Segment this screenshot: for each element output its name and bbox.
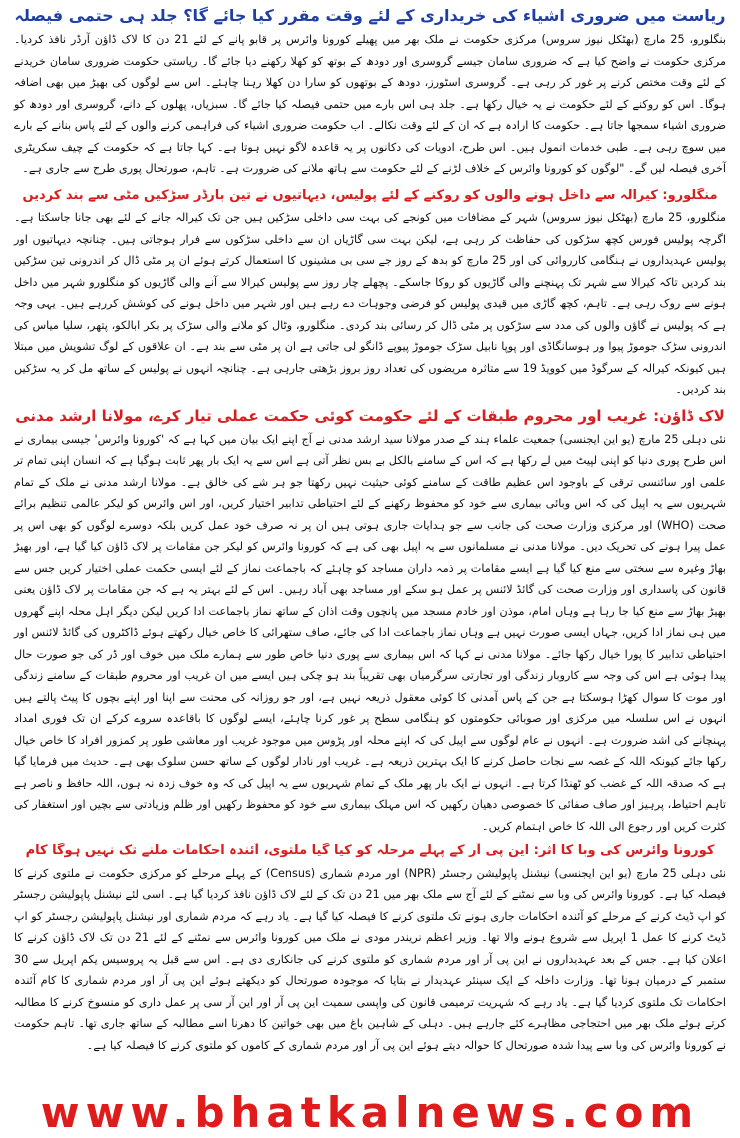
article-grocery-timings: [14, 6, 726, 180]
article-mangalore-borders: [14, 188, 726, 401]
site-watermark: www.bhatkalnews.com: [40, 1088, 700, 1137]
article-body: منگلورو، 25 مارچ (بھٹکل نیوز سروس) شہر کے مضافات میں کونجے کی بہت سی داخلی سڑکیں ہیں جن تک کیرالہ جانے کے لئے بھی جانا جاسکتا ہے۔ اگرچہ پولیس فورس کچھ سڑکوں کی حفاظت کر رہی ہے، لیکن بہت سی گاڑیاں ان سے داخلی سڑکوں سے فرار ہوجاتی ہیں۔ چنانچہ دیہاتیوں اور پولیس عہدیداروں نے ہنگامی کارروائی کی اور 25 مارچ کو بدھ کے روز جے سی بی مشینوں کا استعمال کرتے ہوئے ان پر مٹی ڈال کر اندرونی تین سڑکیں بند کردیں تاکہ کیرالا سے شہر تک پہنچنے والی گاڑیوں کو روکا جاسکے۔ پچھلے چار روز سے پولیس کیرالا سے آنے والی گاڑیوں کو منگلورو شہر میں داخل ہونے سے روک رہی ہے۔ تاہم، کچھ گاڑی میں قیدی پولیس کو فرضی وجوہات دے رہے ہیں اور شہر میں داخل ہونے کی کوشش کررہے ہیں۔ یہی وجہ ہے کہ پولیس نے گاؤں والوں کی مدد سے سڑکوں پر مٹی ڈال کر رسائی بند کردی۔ منگلورو، وٹال کو ملانے والی سڑک پر بکر ابالکو، پتھر، سلیا میاس کی اندرونی سڑک جوموڑ پیوا ور ہوسانگاڈی اور پوپا نابیل سڑک جوموڑ پیوپے ڈانگو لی جاتی ہے ان پر مٹی سے بند ہے۔ ان علاقوں کے لوگ تشویش میں مبتلا ہیں کیونکہ کیرالہ کے سرگوڈ میں کوویڈ 19 سے متاثرہ مریضوں کی تعداد روز بروز بڑھتی جارہی ہے۔ چنانچہ انہوں نے پولیس کے ساتھ مل کر یہ سڑکیں بند کردیں۔: [14, 211, 727, 397]
article-headline: ریاست میں ضروری اشیاء کی خریداری کے لئے وقت مقرر کیا جائے گا؟ جلد ہی حتمی فیصلہ: [14, 6, 726, 25]
article-body: نئی دہلی 25 مارچ (یو این ایجنسی) نیشنل پاپولیشن رجسٹر (NPR) اور مردم شماری (Census) کے پہلے مرحلے کو مرکزی حکومت نے ملتوی کرنے کا فیصلہ کیا ہے۔ کورونا وائرس کی وبا سے نمٹنے کے لئے آج سے ملک بھر میں 21 دن تک کے لئے لاک ڈاؤن نافذ کردیا گیا ہے۔ اسی لئے نیشنل پاپولیشن رجسٹر کو اپ ڈیٹ کرنے کے مرحلے کو آئندہ احکامات جاری ہونے تک ملتوی کرنے کا فیصلہ کیا گیا ہے۔ یاد رہے کہ مردم شماری اور نیشنل پاپولیشن رجسٹر کو اپ ڈیٹ کرنے کا عمل 1 اپریل سے شروع ہونے والا تھا۔ وزیر اعظم نریندر مودی نے ملک میں کورونا وائرس سے نمٹنے کے لئے 21 دن تک لاک ڈاؤن کرنے کا اعلان کیا ہے۔ جس کے بعد عہدیداروں نے این پی آر اور مردم شماری کو ملتوی کرنے کی جانکاری دی ہے۔ اس سے قبل یہ پروسیس یکم اپریل سے 30 ستمبر کے درمیان ہونا تھا۔ وزارت داخلہ کے ایک سینئر عہدیدار نے بتایا کہ موجودہ صورتحال کو دیکھتے ہوئے این پی آر اور مردم شماری کا کام آئندہ احکامات تک ملتوی کردیا گیا ہے۔ یاد رہے کہ شہریت ترمیمی قانون کی واپسی سمیت این پی آر اور این آر سی پر عمل داری کو منسوخ کرنے کا مطالبہ کرتے ہوئے ملک بھر میں احتجاجی مظاہرے کئے جارہے ہیں۔ دہلی کے شاہین باغ میں بھی خواتین کا دھرنا اسے مطالبہ کے ساتھ جاری تھا۔ تاہم حکومت نے کورونا وائرس کی وبا سے پیدا شدہ صورتحال کا حوالہ دیتے ہوئے این پی آر اور مردم شماری کے کاموں کو ملتوی کرنے کا فیصلہ کیا ہے۔: [14, 866, 726, 1052]
article-body: نئی دہلی 25 مارچ (یو این ایجنسی) جمعیت علماء ہند کے صدر مولانا سید ارشد مدنی نے آج اپنے ایک بیان میں کہا ہے کہ 'کورونا وائرس' جیسی بیماری نے اس طرح پوری دنیا کو اپنی لپیٹ میں لے رکھا ہے کہ اس کے سامنے بالکل بے بس نظر آتی ہے اس سے یہ ایک بار پھر ثابت ہوگیا ہے کہ انسان اپنی تمام تر علمی اور سائنسی ترقی کے باوجود اس عظیم طاقت کے سامنے کوئی حیثیت نہیں رکھتا جو ہر شے کی خالق ہے۔ مولانا ارشد مدنی نے ملک کے تمام شہریوں سے یہ اپیل کی کہ اس وبائی بیماری سے خود کو محفوظ رکھنے کے لئے احتیاطی تدابیر اختیار کریں، اور اس وائرس کو لیکر عالمی تنظیم برائے صحت (WHO) اور مرکزی وزارت صحت کی جانب سے جو ہدایات جاری ہوتی ہیں ان پر نہ صرف خود عمل کریں بلکہ دوسرے لوگوں کو بھی اس پر عمل پیرا ہونے کی تحریک دیں۔ مولانا مدنی نے مسلمانوں سے یہ اپیل بھی کی ہے کہ کورونا وائرس کو لیکر جن مقامات پر لاک ڈاؤن کیا گیا ہے، اور بھیڑ بھاڑ وغیرہ سے سختی سے منع کیا گیا ہے ایسے مقامات پر ذمہ داران مساجد کو چاہئے کہ باجماعت نماز کے لئے ایسی حکمت عملی اختیار کریں جس سے قانون کی پاسداری اور وزارت صحت کی گائڈ لائنس پر عمل ہو سکے اور مساجد بھی آباد رہیں۔ اس کے لئے بہتر یہ ہے کہ جن مقامات پر لاک ڈاؤن یعنی بھیڑ بھاڑ سے منع کیا جا رہا ہے وہاں امام، موذن اور خادم مسجد میں پانچوں وقت اذان کے ساتھ نماز باجماعت ادا کریں لیکن دیگر اہل محلہ اپنے گھروں میں ہی نماز ادا کریں، جہاں ایسی صورت نہیں ہے وہاں نماز باجماعت ادا کی جائے، صاف ستھرائی کا خاص خیال رکھتے ہوئے ڈاکٹروں کی گائڈ لائنس اور احتیاطی تدابیر کا پورا خیال رکھا جائے۔ مولانا مدنی نے کہا کہ اس بیماری سے پوری دنیا خاص طور سے ہمارے ملک میں خوف اور ڈر کی جو صورت حال پیدا ہوئی ہے اس کی وجہ سے کاروبار زندگی اور تجارتی سرگرمیاں بھی تقریباً بند ہو چکی ہیں ایسے میں ان غریب اور محروم طبقات کے سامنے زندگی اور موت کا سوال کھڑا ہوسکتا ہے جن کے پاس آمدنی کا کوئی معقول ذریعہ نہیں ہے، اور جو روزانہ کی محنت سے اپنا اور اپنے بچوں کا پیٹ پالتے ہیں انہوں نے اس سلسلہ میں مرکزی اور صوبائی حکومتوں کو ہنگامی سطح پر غور کرنا چاہئے، ایسے لوگوں کا باقاعدہ سروے کرکے ان تک فوری امداد پہنچانے کی اشد ضرورت ہے۔ انہوں نے عام لوگوں سے اپیل کی کہ اپنے محلہ اور پڑوس میں موجود غریب اور معاشی طور پر کمزور افراد کا خاص خیال رکھا جائے کیونکہ اللہ کے غصہ سے نجات حاصل کرنے کا ایک بہترین ذریعہ ہے۔ غریب اور نادار لوگوں کے ساتھ حسن سلوک بھی ہے۔ حدیث میں فرمایا گیا ہے کہ صدقہ اللہ کے غضب کو ٹھنڈا کرتا ہے۔ انہوں نے ایک بار پھر ملک کے تمام شہریوں سے یہ اپیل کی کہ وہ خوف زدہ نہ ہوں، اللہ حافظ و ناصر ہے تاہم احتیاط، پرہیز اور صاف صفائی کا خصوصی دھیان رکھیں کہ اس مہلک بیماری سے خود کو محفوظ رکھیں اور ظلم وزیادتی سے بچیں اور استغفار کی کثرت کریں اور رجوع الی اللہ کا خاص اہتمام کریں۔: [14, 432, 726, 833]
article-headline: کورونا وائرس کی وبا کا اثر: این پی آر کے پہلے مرحلہ کو کیا گیا ملتوی، آئندہ احکامات ملنے تک نہیں ہوگا کام: [25, 843, 715, 859]
article-lockdown-poor: [14, 407, 726, 838]
article-body: بنگلورو، 25 مارچ (بھٹکل نیوز سروس) مرکزی حکومت نے ملک بھر میں پھیلے کورونا وائرس پر قابو پانے کے لئے 21 دن کا لاک ڈاؤن آرڈر نافذ کردیا۔ مرکزی حکومت نے واضح کیا ہے کہ ضروری سامان جیسے گروسری اور دودھ کے بوتھ کو کھلا رکھنے دیا جائے گا۔ ریاستی حکومت ضروری سامان خریدنے کے لئے وقت مختص کرنے پر غور کر رہی ہے۔ گروسری اسٹورز، دودھ کے بوتھوں کو سارا دن کھلا رہنا چاہئے۔ اس سے لوگوں کی بھیڑ میں بھی اضافہ ہوگا۔ اس کو روکنے کے لئے حکومت نے یہ خیال رکھا ہے۔ جلد ہی اس بارے میں حتمی فیصلہ کیا جائے گا۔ سبزیاں، پھلوں کے دانے، گروسری اور دودھ کو ضروری اشیاء سمجھا جاتا ہے۔ حکومت کا ارادہ ہے کہ ان کے لئے وقت نکالے۔ اب حکومت ضروری اشیاء کی فراہمی کرنے والوں کے لئے پاس بنانے کے بارے میں سوچ رہی ہے۔ طبی خدمات انمول ہیں۔ اس طرح، ادویات کی دکانوں پر یہ قاعدہ لاگو نہیں ہوتا ہے۔ کہا جاتا ہے کہ حکومت کے چیف سکریٹری آخری فیصلہ لیں گے۔ "لوگوں کو کورونا وائرس کے خلاف لڑنے کے لئے حکومت سے ہاتھ ملانے کی ضرورت ہے۔ تاہم، صورتحال پوری طرح سے جاری ہے۔: [14, 33, 727, 176]
article-headline: لاک ڈاؤن: غریب اور محروم طبقات کے لئے حکومت کوئی حکمت عملی تیار کرے، مولانا ارشد مدنی: [15, 406, 725, 425]
article-npr-postponed: [14, 843, 726, 1056]
article-headline: منگلورو: کیرالہ سے داخل ہونے والوں کو روکنے کے لئے پولیس، دیہاتیوں نے تین بارڈر سڑکیں مٹی سے بند کردیں: [22, 187, 718, 203]
